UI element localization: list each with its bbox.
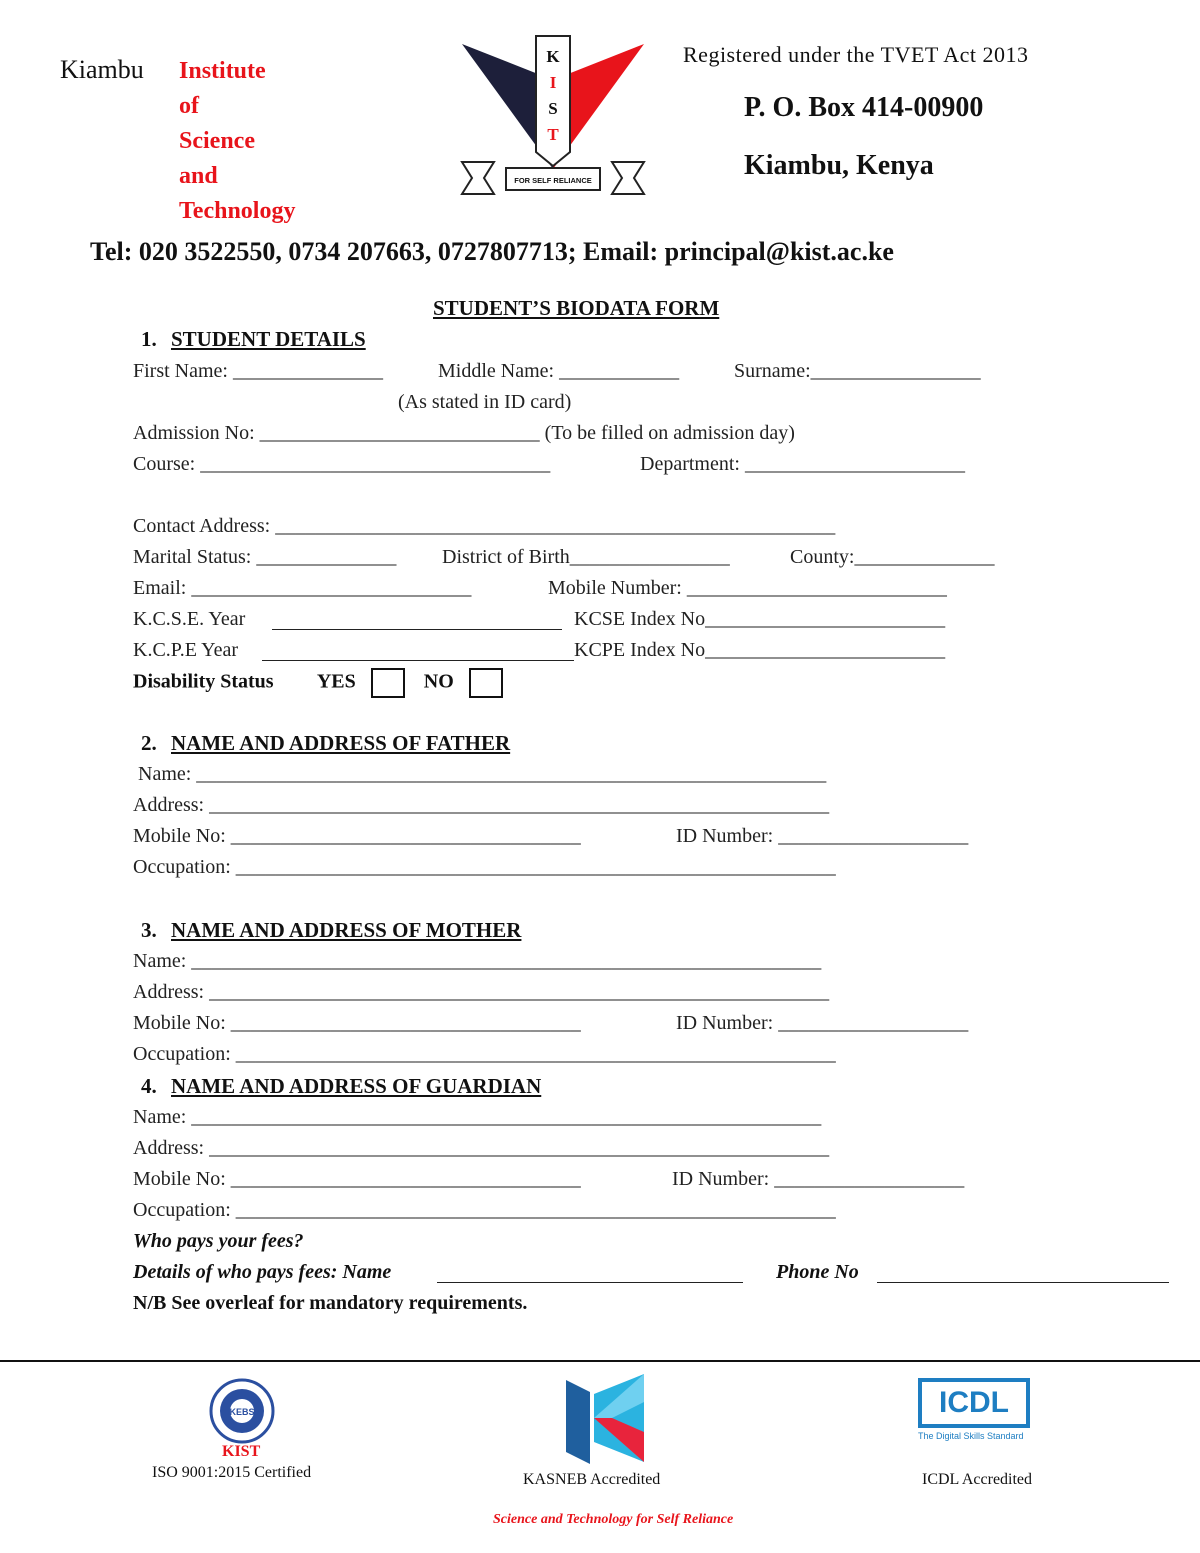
icdl-logo xyxy=(918,1378,1036,1442)
father-mobile-field[interactable]: Mobile No: ___________________________________ xyxy=(133,825,581,847)
yes-checkbox[interactable] xyxy=(371,668,405,698)
icdl-accredited: ICDL Accredited xyxy=(922,1471,1033,1488)
footer-tagline: Science and Technology for Self Reliance xyxy=(493,1512,734,1527)
mother-address-field[interactable]: Address: ______________________________________________________________ xyxy=(133,981,830,1003)
county-field[interactable]: County:______________ xyxy=(790,546,995,568)
kiambu-label: Kiambu xyxy=(60,55,144,84)
section-guardian-heading: 4. NAME AND ADDRESS OF GUARDIAN xyxy=(141,1074,542,1098)
disability-label: Disability Status xyxy=(133,670,274,693)
kcpe-year-line[interactable] xyxy=(262,660,574,661)
first-name-field[interactable]: First Name: _______________ xyxy=(133,360,383,382)
guardian-name-field[interactable]: Name: _______________________________________________________________ xyxy=(133,1106,822,1128)
mobile-number-field[interactable]: Mobile Number: __________________________ xyxy=(548,577,947,599)
department-field[interactable]: Department: ______________________ xyxy=(640,453,965,475)
kcpe-index-field[interactable]: KCPE Index No________________________ xyxy=(574,639,946,661)
kebs-badge-text: KEBS xyxy=(229,1407,255,1417)
institute-line-2: of xyxy=(179,93,199,119)
logo-letter-s: S xyxy=(548,99,558,118)
section-student-heading: 1. STUDENT DETAILS xyxy=(141,327,366,351)
footer-kist: KIST xyxy=(222,1443,261,1460)
father-name-field[interactable]: Name: _______________________________________________________________ xyxy=(138,763,827,785)
father-occupation-field[interactable]: Occupation: ____________________________________________________________ xyxy=(133,856,836,878)
icdl-tagline: The Digital Skills Standard xyxy=(918,1431,1024,1441)
guardian-occupation-field[interactable]: Occupation: ____________________________________________________________ xyxy=(133,1199,836,1221)
logo-letter-t: T xyxy=(547,125,559,144)
institute-line-3: Science xyxy=(179,128,255,154)
middle-name-field[interactable]: Middle Name: ____________ xyxy=(438,360,680,382)
contact-line: Tel: 020 3522550, 0734 207663, 0727807713; Email: principal@kist.ac.ke xyxy=(90,237,894,266)
kist-crest-logo xyxy=(458,34,648,196)
fee-payer-name-label: Details of who pays fees: Name xyxy=(133,1261,392,1283)
logo-letter-k: K xyxy=(546,47,560,66)
kcse-index-field[interactable]: KCSE Index No________________________ xyxy=(574,608,946,630)
footer-divider xyxy=(0,1360,1200,1362)
mother-mobile-field[interactable]: Mobile No: ___________________________________ xyxy=(133,1012,581,1034)
section-mother-heading: 3. NAME AND ADDRESS OF MOTHER xyxy=(141,918,522,942)
kebs-seal-icon xyxy=(205,1378,279,1444)
yes-label: YES xyxy=(316,670,356,693)
kasneb-logo xyxy=(560,1372,652,1466)
fee-payer-phone-label: Phone No xyxy=(776,1261,859,1283)
icdl-logo-text: ICDL xyxy=(918,1378,1030,1428)
surname-field[interactable]: Surname:_________________ xyxy=(734,360,981,382)
email-field[interactable]: Email: ____________________________ xyxy=(133,577,472,599)
id-card-note: (As stated in ID card) xyxy=(398,391,572,413)
no-label: NO xyxy=(423,670,454,693)
mother-occupation-field[interactable]: Occupation: ____________________________________________________________ xyxy=(133,1043,836,1065)
po-box: P. O. Box 414-00900 xyxy=(744,92,984,123)
disability-status-row xyxy=(133,668,517,698)
logo-ribbon-text: FOR SELF RELIANCE xyxy=(514,176,592,185)
guardian-id-field[interactable]: ID Number: ___________________ xyxy=(672,1168,965,1190)
form-title: STUDENT’S BIODATA FORM xyxy=(433,296,720,320)
father-address-field[interactable]: Address: ______________________________________________________________ xyxy=(133,794,830,816)
kcpe-year-label: K.C.P.E Year xyxy=(133,639,239,661)
district-of-birth-field[interactable]: District of Birth________________ xyxy=(442,546,730,568)
kasneb-accredited: KASNEB Accredited xyxy=(523,1471,661,1488)
kcse-year-label: K.C.S.E. Year xyxy=(133,608,246,630)
logo-letter-i: I xyxy=(549,73,557,92)
institute-line-5: Technology xyxy=(179,198,296,224)
course-field[interactable]: Course: ___________________________________ xyxy=(133,453,551,475)
institute-line-1: Institute xyxy=(179,58,266,84)
mandatory-note: N/B See overleaf for mandatory requirements. xyxy=(133,1292,528,1314)
mother-name-field[interactable]: Name: _______________________________________________________________ xyxy=(133,950,822,972)
no-checkbox[interactable] xyxy=(469,668,503,698)
guardian-mobile-field[interactable]: Mobile No: ___________________________________ xyxy=(133,1168,581,1190)
admission-no-field[interactable]: Admission No: ____________________________ (To be filled on admission day) xyxy=(133,422,795,444)
guardian-address-field[interactable]: Address: ______________________________________________________________ xyxy=(133,1137,830,1159)
iso-certified: ISO 9001:2015 Certified xyxy=(152,1464,312,1481)
section-father-heading: 2. NAME AND ADDRESS OF FATHER xyxy=(141,731,511,755)
marital-status-field[interactable]: Marital Status: ______________ xyxy=(133,546,397,568)
contact-address-field[interactable]: Contact Address: ________________________________________________________ xyxy=(133,515,836,537)
fee-payer-name-line[interactable] xyxy=(437,1282,743,1283)
who-pays-fees-label: Who pays your fees? xyxy=(133,1230,304,1252)
mother-id-field[interactable]: ID Number: ___________________ xyxy=(676,1012,969,1034)
institute-line-4: and xyxy=(179,163,218,189)
registration-text: Registered under the TVET Act 2013 xyxy=(683,42,1029,67)
fee-payer-phone-line[interactable] xyxy=(877,1282,1169,1283)
location: Kiambu, Kenya xyxy=(744,150,934,181)
kcse-year-line[interactable] xyxy=(272,629,562,630)
father-id-field[interactable]: ID Number: ___________________ xyxy=(676,825,969,847)
